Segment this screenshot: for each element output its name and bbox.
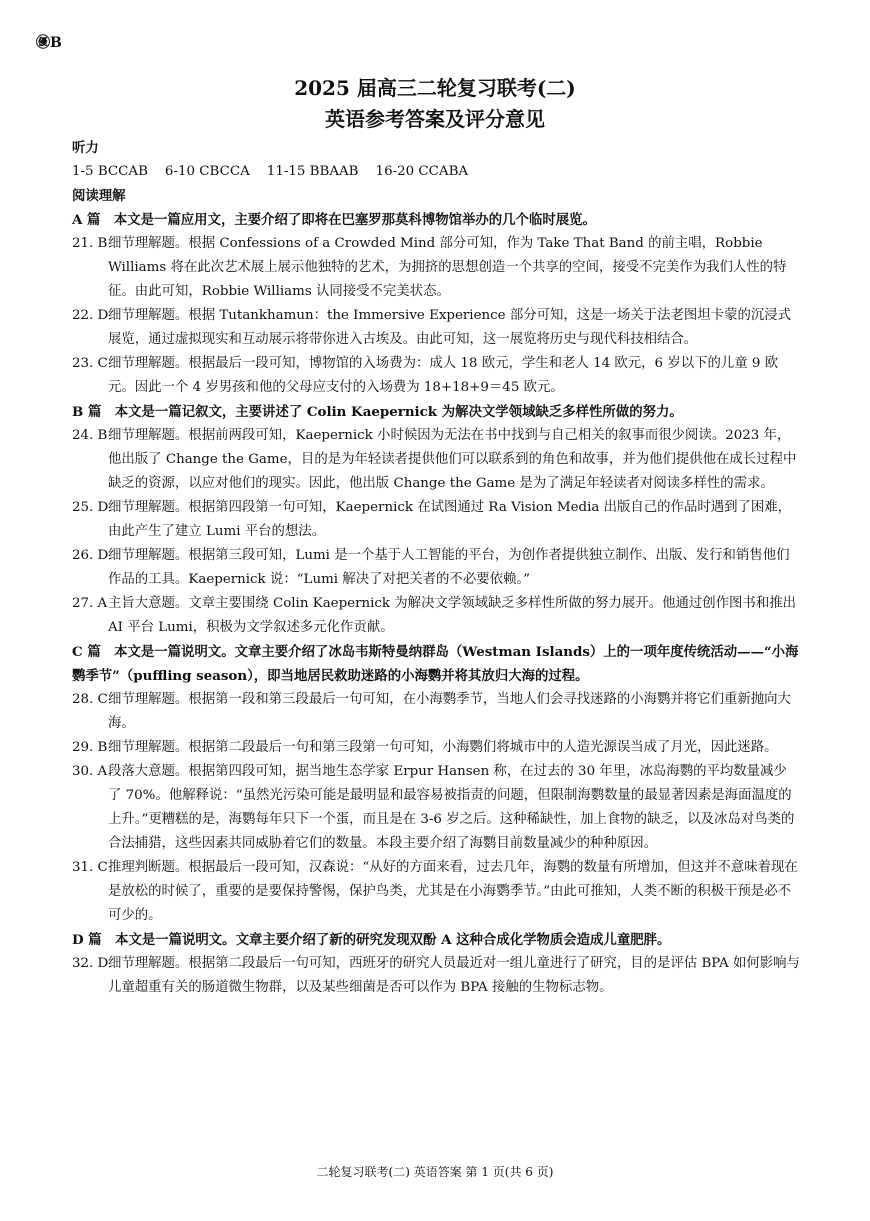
- listening-answers: 1-5 BCCAB 6-10 CBCCA 11-15 BBAAB 16-20 CCABA: [72, 164, 469, 179]
- question-explanation: 细节理解题。根据 Tutankhamun：the Immersive Experience 部分可知，这是一场关于法老图坦卡蒙的沉浸式展览，通过虚拟现实和互动展示将带你进入古埃及。由此可知，这一展览将历史与现代科技相结合。: [108, 308, 792, 347]
- reading-header: 阅读理解: [72, 188, 126, 204]
- question-number: 22. D: [72, 308, 109, 323]
- question-22: [72, 304, 800, 352]
- question-30: [72, 760, 800, 856]
- exam-title: 2025 届高三二轮复习联考(二): [294, 76, 576, 100]
- question-explanation: 细节理解题。根据最后一段可知，博物馆的入场费为：成人 18 欧元，学生和老人 14 欧元，6 岁以下的儿童 9 欧元。因此一个 4 岁男孩和他的父母应支付的入场费为 18+18+9＝45 欧元。: [108, 356, 779, 395]
- question-explanation: 细节理解题。根据第二段最后一句可知，西班牙的研究人员最近对一组儿童进行了研究，目的是评估 BPA 如何影响与儿童超重有关的肠道微生物群，以及某些细菌是否可以作为 BPA 接触的生物标志物。: [108, 956, 800, 995]
- question-26: [72, 544, 800, 592]
- question-explanation: 细节理解题。根据第三段可知，Lumi 是一个基于人工智能的平台，为创作者提供独立制作、出版、发行和销售他们作品的工具。Kaepernick 说：“Lumi 解决了对把关者的不必要依赖。”: [108, 548, 790, 587]
- question-number: 30. A: [72, 764, 108, 779]
- question-explanation: 细节理解题。根据第一段和第三段最后一句可知，在小海鹦季节，当地人们会寻找迷路的小海鹦并将它们重新抛向大海。: [108, 692, 791, 731]
- question-number: 25. D: [72, 500, 109, 515]
- question-explanation: 细节理解题。根据前两段可知，Kaepernick 小时候因为无法在书中找到与自己相关的叙事而很少阅读。2023 年，他出版了 Change the Game，目的是为年轻读者提供他们可以联系到的角色和故事，并为他们提供他在成长过程中缺乏的资源，以应对他们的现实。因此，他出版 Change the Game 是为了满足年轻读者对阅读多样性的需求。: [108, 428, 797, 491]
- question-explanation: 推理判断题。根据最后一段可知，汉森说：“从好的方面来看，过去几年，海鹦的数量有所增加，但这并不意味着现在是放松的时候了，重要的是要保持警惕，保护鸟类，尤其是在小海鹦季节。”由此可推知，人类不断的积极干预是必不可少的。: [108, 860, 798, 923]
- question-number: 23. C: [72, 356, 108, 371]
- question-28: [72, 688, 800, 736]
- page-footer: 二轮复习联考(二) 英语答案 第 1 页(共 6 页): [316, 1165, 554, 1179]
- question-23: [72, 352, 800, 400]
- question-number: 31. C: [72, 860, 108, 875]
- question-27: [72, 592, 800, 640]
- passage-b-summary: B 篇 本文是一篇记叙文，主要讲述了 Colin Kaepernick 为解决文学领域缺乏多样性所做的努力。: [72, 404, 683, 420]
- listening-header: 听力: [72, 140, 99, 156]
- passage-a-summary: A 篇 本文是一篇应用文，主要介绍了即将在巴塞罗那莫科博物馆举办的几个临时展览。: [72, 212, 596, 228]
- exam-subtitle: 英语参考答案及评分意见: [325, 107, 545, 131]
- question-number: 28. C: [72, 692, 108, 707]
- question-29: [72, 736, 800, 760]
- question-24: [72, 424, 800, 496]
- question-number: 24. B: [72, 428, 108, 443]
- question-explanation: 细节理解题。根据第四段第一句可知，Kaepernick 在试图通过 Ra Vision Media 出版自己的作品时遇到了困难，由此产生了建立 Lumi 平台的想法。: [108, 500, 792, 539]
- question-explanation: 段落大意题。根据第四段可知，据当地生态学家 Erpur Hansen 称，在过去的 30 年里，冰岛海鹦的平均数量减少了 70%。他解释说：“虽然光污染可能是最明显和最容易被指责的问题，但限制海鹦数量的最显著因素是海面温度的上升。”更糟糕的是，海鹦每年只下一个蛋，而且是在 3-6 岁之后。这种稀缺性，加上食物的缺乏，以及冰岛对鸟类的合法捕猎，这些因素共同威胁着它们的数量。本段主要介绍了海鹦目前数量减少的种种原因。: [108, 764, 795, 851]
- question-number: 27. A: [72, 596, 108, 611]
- question-number: 29. B: [72, 740, 108, 755]
- question-explanation: 细节理解题。根据 Confessions of a Crowded Mind 部分可知，作为 Take That Band 的前主唱，Robbie Williams 将在此次艺术展上展示他独特的艺术，为拥挤的思想创造一个共享的空间，接受不完美作为我们人性的特征。由此可知，Robbie Williams 认同接受不完美状态。: [108, 236, 787, 299]
- question-explanation: 主旨大意题。文章主要围绕 Colin Kaepernick 为解决文学领域缺乏多样性所做的努力展开。他通过创作图书和推出 AI 平台 Lumi，积极为文学叙述多元化作贡献。: [108, 596, 796, 635]
- question-number: 21. B: [72, 236, 108, 251]
- question-25: [72, 496, 800, 544]
- passage-c-summary: C 篇 本文是一篇说明文。文章主要介绍了冰岛韦斯特曼纳群岛（Westman Islands）上的一项年度传统活动——“小海鹦季节”（puffling season），即当地居民救助迷路的小海鹦并将其放归大海的过程。: [72, 644, 799, 684]
- passage-d-summary: D 篇 本文是一篇说明文。文章主要介绍了新的研究发现双酚 A 这种合成化学物质会造成儿童肥胖。: [72, 932, 671, 948]
- question-number: 32. D: [72, 956, 109, 971]
- question-number: 26. D: [72, 548, 109, 563]
- question-31: [72, 856, 800, 928]
- question-32: [72, 952, 800, 1000]
- question-21: [72, 232, 800, 304]
- question-explanation: 细节理解题。根据第二段最后一句和第三段第一句可知，小海鹦们将城市中的人造光源误当成了月光，因此迷路。: [108, 740, 778, 755]
- answer-content: [72, 136, 800, 1000]
- corner-mark: ㊝B: [36, 35, 62, 51]
